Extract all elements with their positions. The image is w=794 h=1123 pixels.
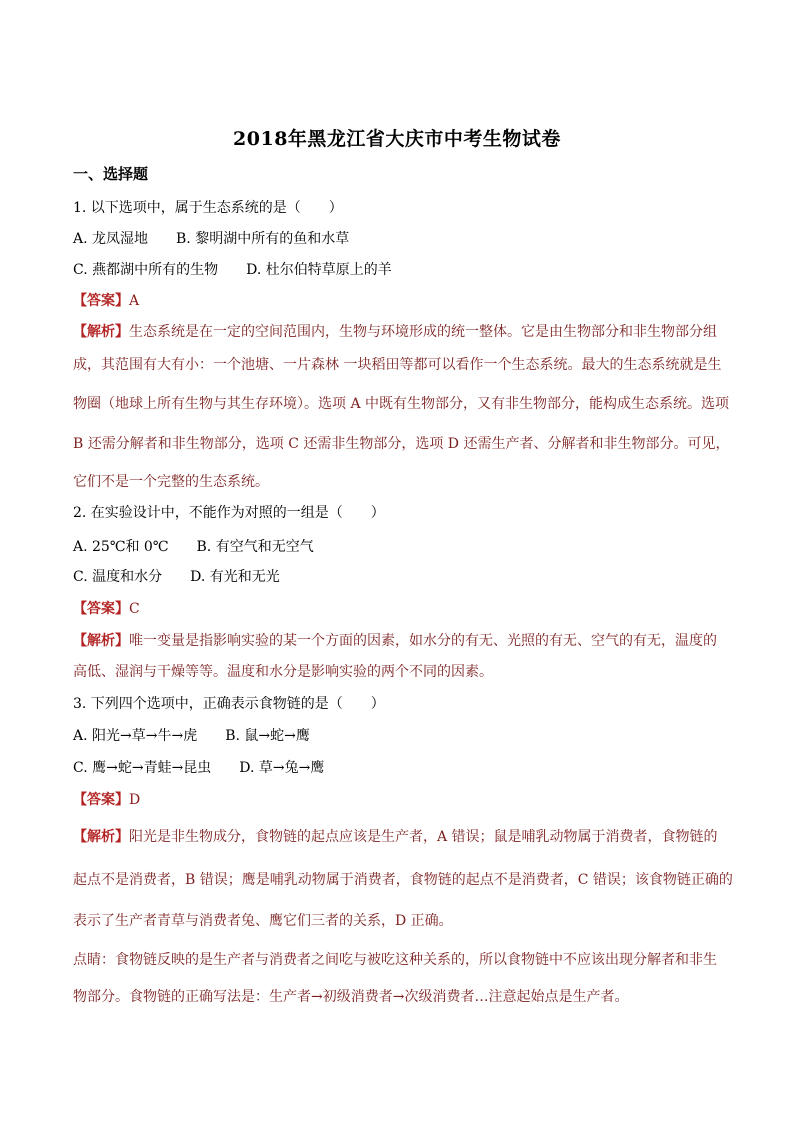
question-1-stem: 1. 以下选项中，属于生态系统的是（ ）	[73, 200, 343, 216]
answer-label: 【答案】	[73, 792, 129, 808]
explanation-label: 【解析】	[73, 829, 129, 845]
question-1-explanation-line: 成，其范围有大有小：一个池塘、一片森林 一块稻田等都可以看作一个生态系统。最大的生态系统就是生	[73, 357, 722, 373]
page-title: 2018年黑龙江省大庆市中考生物试卷	[233, 128, 561, 150]
section-heading: 一、选择题	[73, 165, 149, 183]
question-2-options-ab: A. 25℃和 0℃ B. 有空气和无空气	[73, 539, 314, 555]
answer-label: 【答案】	[73, 601, 129, 617]
question-2-explanation-line: 高低、湿润与干燥等等。温度和水分是影响实验的两个不同的因素。	[73, 664, 493, 680]
answer-value: D	[129, 792, 141, 808]
question-1-explanation-line: 它们不是一个完整的生态系统。	[73, 474, 269, 490]
question-3-explanation-line: 【解析】阳光是非生物成分，食物链的起点应该是生产者，A 错误；鼠是哺乳动物属于消费者，食物链的	[73, 829, 718, 845]
explanation-label: 【解析】	[73, 633, 129, 649]
question-1-answer	[73, 291, 723, 311]
question-2-explanation-line: 【解析】唯一变量是指影响实验的某一个方面的因素，如水分的有无、光照的有无、空气的有无，温度的	[73, 633, 717, 649]
question-2-answer	[73, 599, 723, 619]
question-2-stem: 2. 在实验设计中，不能作为对照的一组是（ ）	[73, 505, 385, 521]
question-3-explanation-line: 表示了生产者青草与消费者兔、鹰它们三者的关系，D 正确。	[73, 913, 453, 929]
answer-value: C	[129, 601, 140, 617]
question-1-explanation-line: 物圈（地球上所有生物与其生存环境）。选项 A 中既有生物部分，又有非生物部分，能构成生态系统。选项	[73, 396, 730, 412]
question-1-explanation-line: 【解析】生态系统是在一定的空间范围内，生物与环境形成的统一整体。它是由生物部分和非生物部分组	[73, 324, 717, 340]
question-3-note-line: 物部分。食物链的正确写法是：生产者→初级消费者→次级消费者…注意起始点是生产者。	[73, 989, 629, 1005]
answer-label: 【答案】	[73, 293, 129, 309]
question-1-explanation-line: B 还需分解者和非生物部分，选项 C 还需非生物部分，选项 D 还需生产者、分解者和非生物部分。可见，	[73, 436, 730, 452]
explanation-label: 【解析】	[73, 324, 129, 340]
question-3-stem: 3. 下列四个选项中，正确表示食物链的是（ ）	[73, 696, 385, 712]
question-1-options-cd: C. 燕都湖中所有的生物 D. 杜尔伯特草原上的羊	[73, 262, 392, 278]
question-1-options-ab: A. 龙凤湿地 B. 黎明湖中所有的鱼和水草	[73, 231, 350, 247]
question-3-explanation-line: 起点不是消费者，B 错误；鹰是哺乳动物属于消费者，食物链的起点不是消费者，C 错误；该食物链正确的	[73, 872, 733, 888]
question-3-options-ab: A. 阳光→草→牛→虎 B. 鼠→蛇→鹰	[73, 728, 310, 744]
question-3-note-line: 点睛：食物链反映的是生产者与消费者之间吃与被吃这种关系的，所以食物链中不应该出现分解者和非生	[73, 952, 717, 968]
question-3-answer	[73, 790, 723, 810]
question-2-options-cd: C. 温度和水分 D. 有光和无光	[73, 569, 280, 585]
question-3-options-cd: C. 鹰→蛇→青蛙→昆虫 D. 草→兔→鹰	[73, 760, 325, 776]
answer-value: A	[129, 293, 140, 309]
